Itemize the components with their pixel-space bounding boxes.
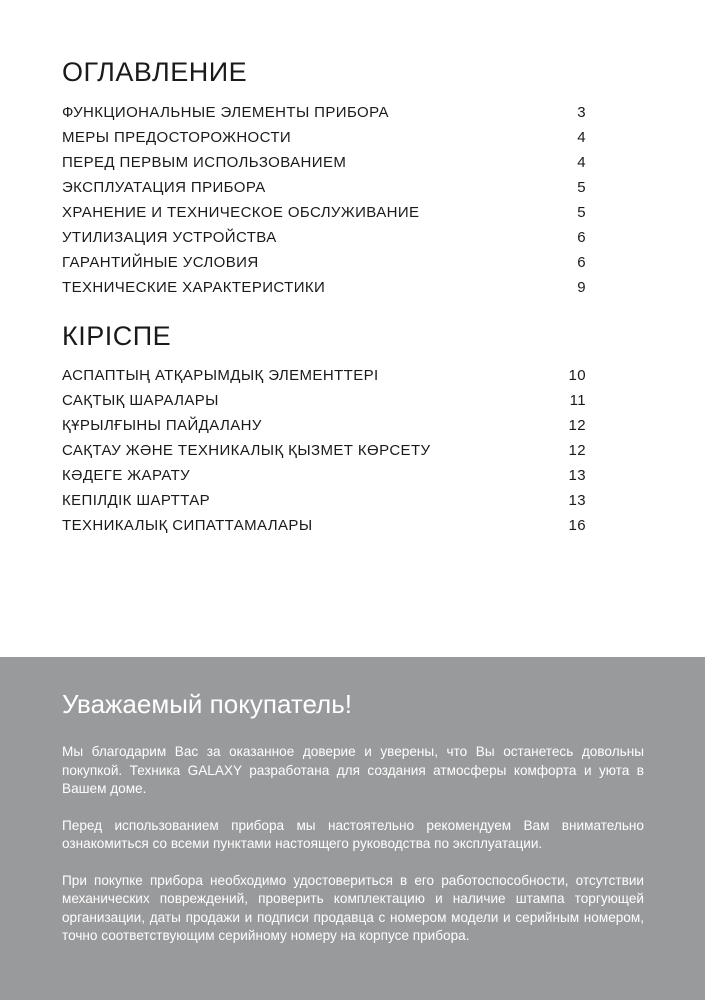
toc-entry[interactable] xyxy=(62,463,586,488)
toc-entry[interactable] xyxy=(62,100,586,125)
toc-entry-title: ХРАНЕНИЕ И ТЕХНИЧЕСКОЕ ОБСЛУЖИВАНИЕ xyxy=(62,204,420,221)
toc-entry[interactable] xyxy=(62,175,586,200)
toc-entry-title: КӘДЕГЕ ЖАРАТУ xyxy=(62,467,191,484)
toc-entry[interactable] xyxy=(62,513,586,538)
toc-entry[interactable] xyxy=(62,225,586,250)
greeting-content xyxy=(62,687,644,946)
toc-entry[interactable] xyxy=(62,363,586,388)
toc-kazakh xyxy=(62,320,586,538)
toc-entry-title: ТЕХНИКАЛЫҚ СИПАТТАМАЛАРЫ xyxy=(62,517,313,534)
toc-entry-page: 6 xyxy=(577,229,586,246)
toc-entry[interactable] xyxy=(62,250,586,275)
toc-entry-page: 4 xyxy=(577,129,586,146)
toc-entry-title: САҚТЫҚ ШАРАЛАРЫ xyxy=(62,392,219,409)
toc-entry[interactable] xyxy=(62,200,586,225)
toc-entry-title: УТИЛИЗАЦИЯ УСТРОЙСТВА xyxy=(62,229,277,246)
toc-entry-page: 13 xyxy=(568,467,586,484)
toc-entry[interactable] xyxy=(62,275,586,300)
toc-entry-title: АСПАПТЫҢ АТҚАРЫМДЫҚ ЭЛЕМЕНТТЕРІ xyxy=(62,367,379,384)
greeting-title: Уважаемый покупатель! xyxy=(62,689,352,719)
greeting-paragraph: Мы благодарим Вас за оказанное доверие и уверены, что Вы останетесь довольны покупкой. Техника GALAXY разработана для создания атмосферы комфорта и уюта в Вашем доме. xyxy=(62,744,644,796)
toc-entry-page: 12 xyxy=(568,442,586,459)
toc-entry-page: 10 xyxy=(568,367,586,384)
toc-entry-page: 4 xyxy=(577,154,586,171)
greeting-panel xyxy=(0,657,705,1000)
toc-list-kz xyxy=(62,363,586,538)
toc-entry-page: 12 xyxy=(568,417,586,434)
greeting-paragraph: Перед использованием прибора мы настоятельно рекомендуем Вам внимательно ознакомиться со всеми пунктами настоящего руководства по эксплуатации. xyxy=(62,817,644,851)
toc-russian xyxy=(62,56,586,300)
toc-entry[interactable] xyxy=(62,150,586,175)
toc-heading-kz: КІРІСПЕ xyxy=(62,321,172,351)
greeting-paragraph: При покупке прибора необходимо удостовериться в его работоспособности, отсутствии механических повреждений, проверить комплектацию и наличие штампа торгующей организации, даты продажи и подписи продавца с номером модели и серийным номером, точно соответствующим серийному номеру на корпусе прибора. xyxy=(62,872,644,943)
toc-list-ru xyxy=(62,100,586,300)
toc-entry-page: 13 xyxy=(568,492,586,509)
toc-entry[interactable] xyxy=(62,413,586,438)
toc-entry-title: ФУНКЦИОНАЛЬНЫЕ ЭЛЕМЕНТЫ ПРИБОРА xyxy=(62,104,389,121)
toc-entry-page: 11 xyxy=(569,392,586,409)
toc-entry-title: ГАРАНТИЙНЫЕ УСЛОВИЯ xyxy=(62,254,259,271)
toc-entry[interactable] xyxy=(62,438,586,463)
toc-entry-title: КЕПІЛДІК ШАРТТАР xyxy=(62,492,211,509)
toc-entry[interactable] xyxy=(62,488,586,513)
toc-entry-page: 9 xyxy=(577,279,586,296)
toc-entry-title: ПЕРЕД ПЕРВЫМ ИСПОЛЬЗОВАНИЕМ xyxy=(62,154,347,171)
toc-entry-title: ҚҰРЫЛҒЫНЫ ПАЙДАЛАНУ xyxy=(62,417,262,434)
toc-entry[interactable] xyxy=(62,125,586,150)
toc-entry-title: САҚТАУ ЖӘНЕ ТЕХНИКАЛЫҚ ҚЫЗМЕТ КӨРСЕТУ xyxy=(62,442,431,459)
toc-entry-page: 5 xyxy=(577,204,586,221)
toc-entry-title: ЭКСПЛУАТАЦИЯ ПРИБОРА xyxy=(62,179,266,196)
toc-entry-page: 3 xyxy=(577,104,586,121)
toc-entry-page: 5 xyxy=(577,179,586,196)
toc-heading-ru: ОГЛАВЛЕНИЕ xyxy=(62,57,248,87)
toc-entry-page: 16 xyxy=(568,517,586,534)
toc-entry[interactable] xyxy=(62,388,586,413)
toc-entry-title: МЕРЫ ПРЕДОСТОРОЖНОСТИ xyxy=(62,129,292,146)
toc-entry-title: ТЕХНИЧЕСКИЕ ХАРАКТЕРИСТИКИ xyxy=(62,279,326,296)
toc-entry-page: 6 xyxy=(577,254,586,271)
